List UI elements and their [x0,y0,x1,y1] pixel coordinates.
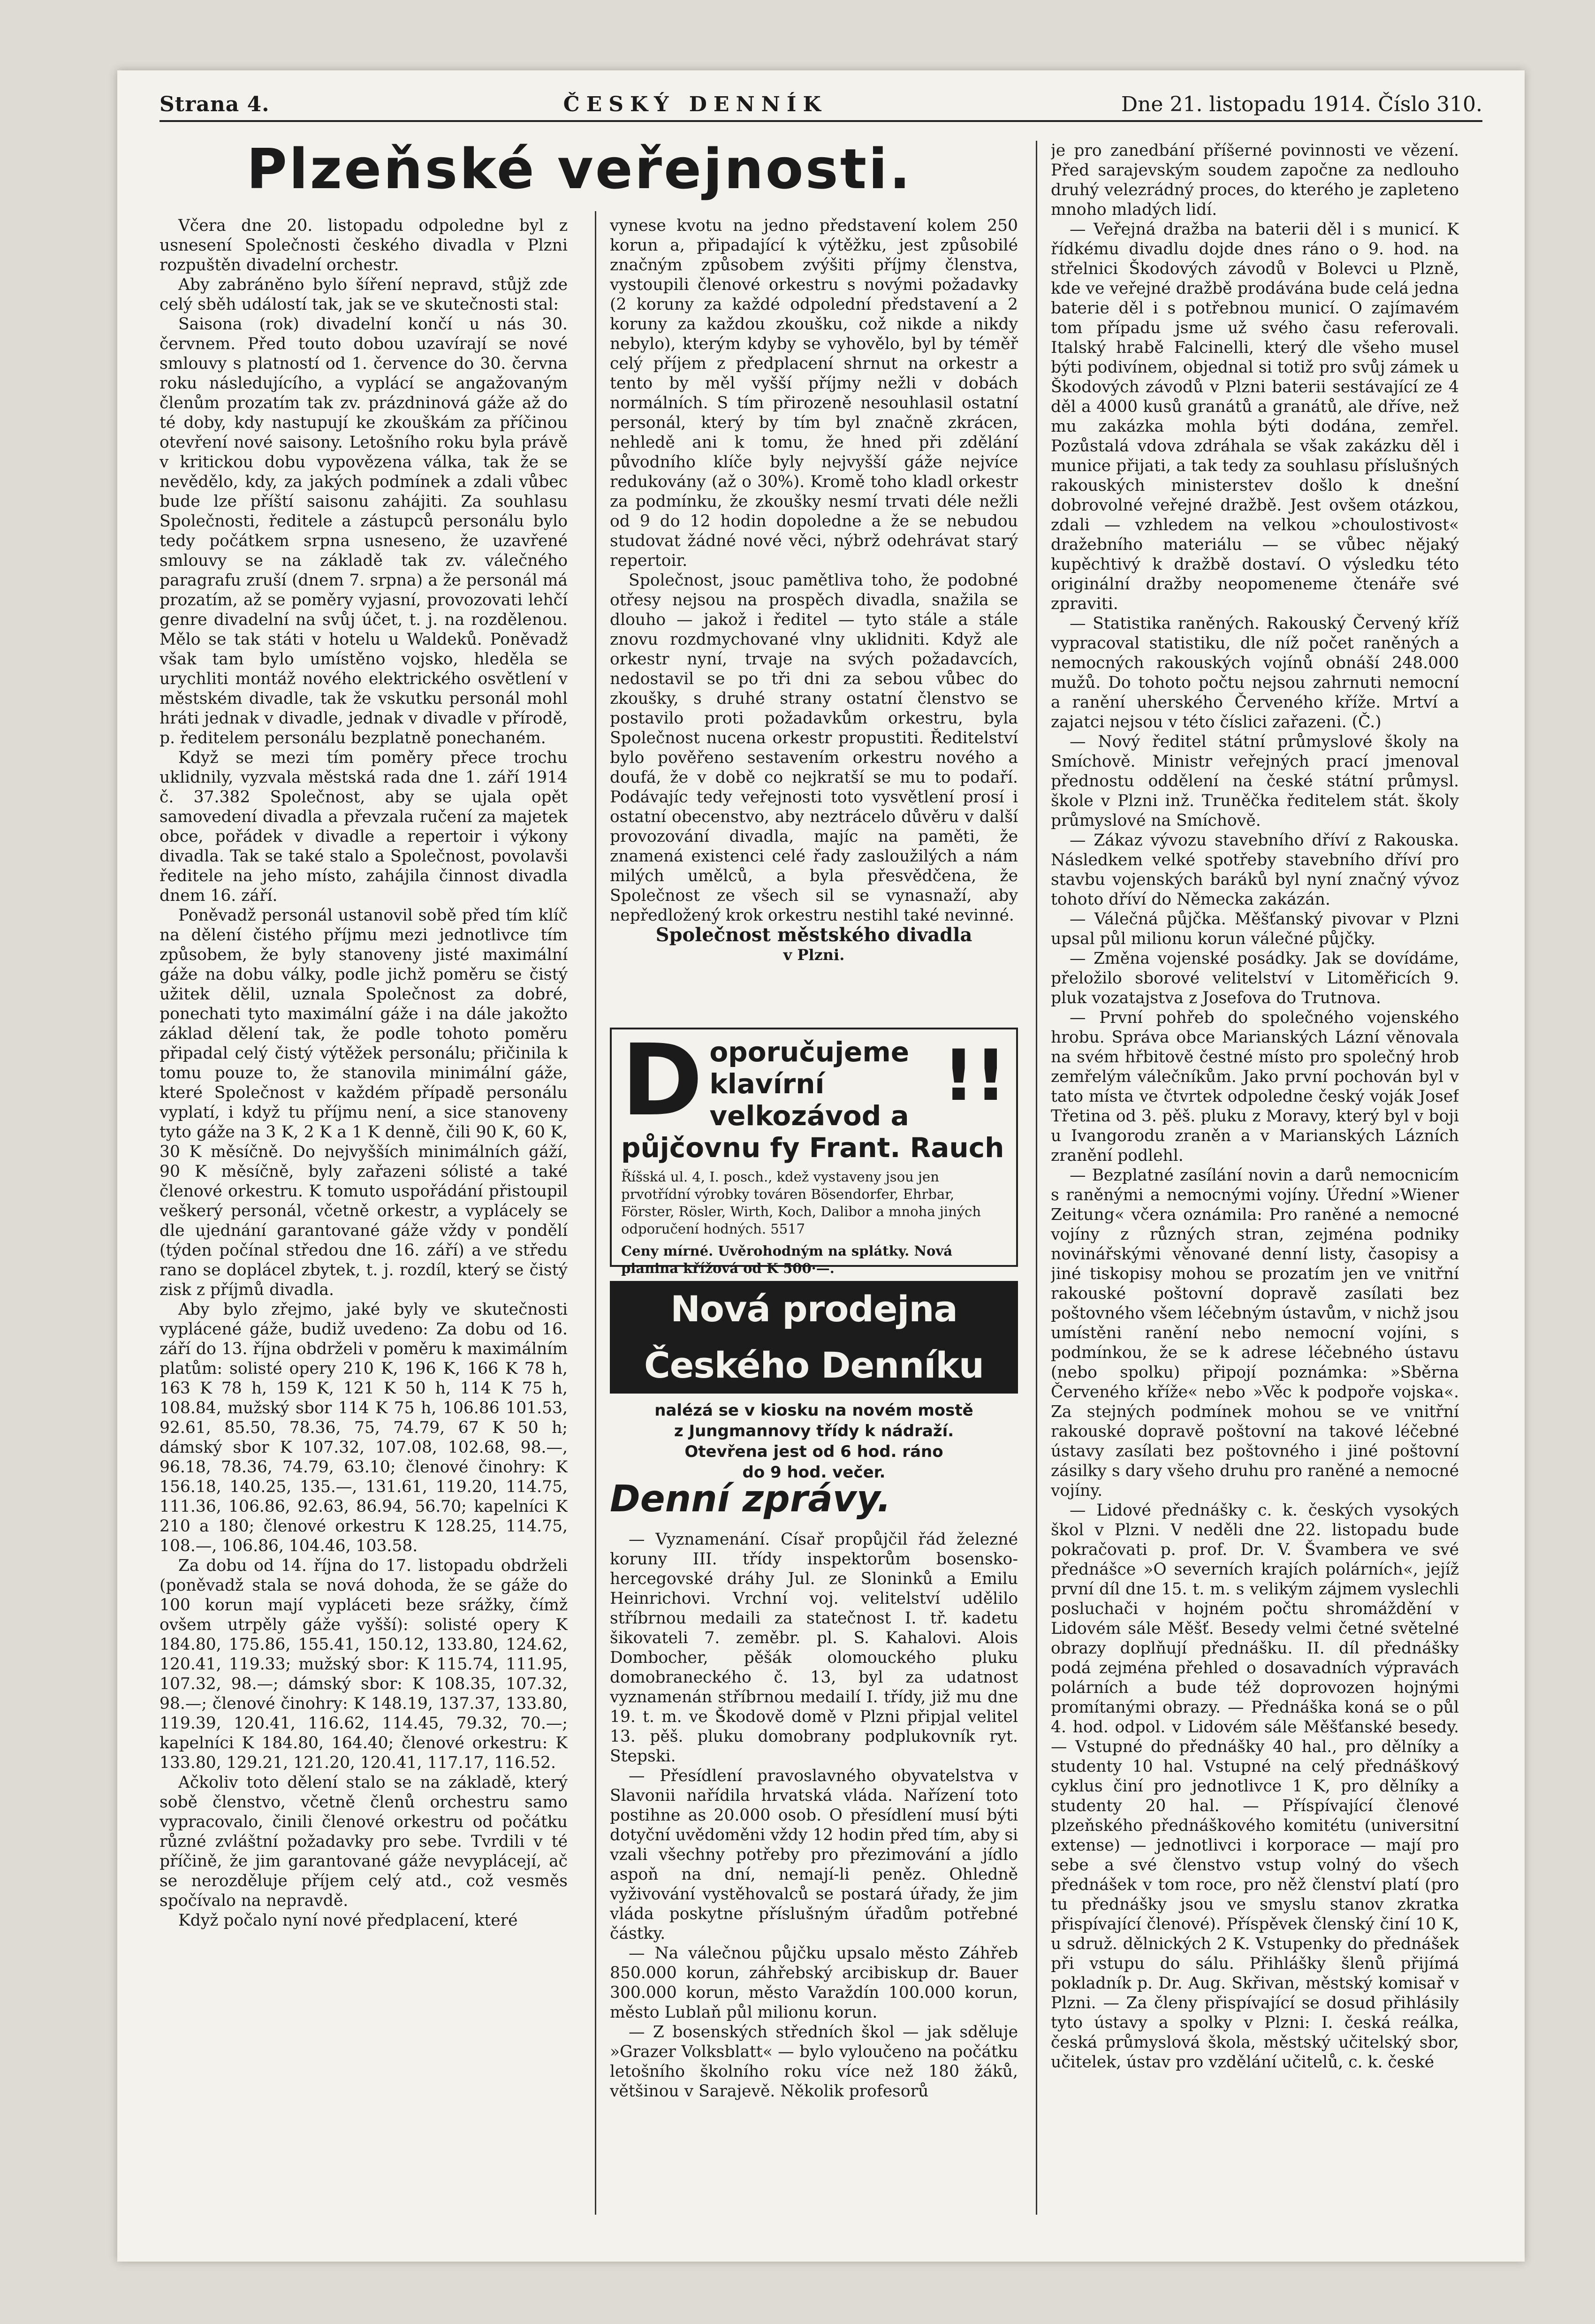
shop-ad-line: z Jungmannovy třídy k nádraží. [674,1422,954,1440]
column-2-top [610,216,1018,1013]
column-rule [595,211,596,2215]
news-item: — Statistika raněných. Rakouský Červený kříž vypracoval statistiku, dle níž počet raněných a nemocných rakouských vojínů obnáší 248.000 mužů. Do tohoto počtu nejsou zahrnuti nemocní a ranění uherského Červeného kříže. Mrtví a zajatci nejsou v této číslici zařazeni. (Č.) [1051,614,1459,731]
news-item: — Vyznamenání. Císař propůjčil řád železné koruny III. třídy inspektorům bosensko-hercegovské dráhy Jul. ze Sloninků a Emilu Heinrichovi. Vrchní voj. velitelství udělilo stříbrnou medaili za statečnost I. tř. kadetu šikovateli 7. zeměbr. pl. S. Kahalovi. Alois Dombocher, pěšák olomouckého pluku domobraneckého č. 13, byl za udatnost vyznamenán stříbrnou medailí I. třídy, již mu dne 19. t. m. ve Škodově domě v Plzni připjal velitel 13. pěš. pluku domobrany podplukovník ryt. Stepski. [610,1530,1018,1766]
shop-ad-title: Nová prodejna Českého Denníku [610,1281,1018,1394]
column-3 [1051,141,1459,2215]
signature-line: Společnost městského divadla [655,924,972,946]
news-item: — Bezplatné zasílání novin a darů nemocnicím s raněnými a nemocnými vojíny. Úřední »Wiener Zeitung« včera oznámila: Pro raněné a nemocné vojíny z různých stran, zejména podniky novinářskými věnované denní listy, časopisy a jiné tiskopisy mohou se prozatím jen ve vnitřní rakouské poštovní dopravě zasílati bez poštovného všem léčebným ústavům, v nichž jsou umístěni ranění nebo nemocní vojíni, s podmínkou, že se k adrese léčebného ústavu (nebo spolku) připojí poznámka: »Sběrna Červeného kříže« nebo »Věc k podpoře vojska«. Za stejných podmínek mohou se ve vnitřní rakouské dopravě poštovní na takové léčebné ústavy zasílati bez poštovného i jiné poštovní zásilky s dary všeho druhu pro raněné a nemocné vojíny. [1051,1166,1459,1500]
news-item: — Veřejná dražba na baterii děl i s municí. K řídkému divadlu dojde dnes ráno o 9. hod. na střelnici Škodových závodů v Bolevci u Plzně, kde ve veřejné dražbě prodávána bude celá jedna baterie děl i s potřebnou municí. O zajímavém tom případu jsme už svého času referovali. Italský hrabě Falcinelli, který dle všeho musel býti podivínem, objednal si totiž pro svůj zámek u Škodových závodů v Plzni baterii sestávající ze 4 děl a 4000 kusů granátů a granátů, ale dříve, než mu zakázka mohla býti dodána, zemřel. Pozůstalá vdova zdráhala se však zakázku děl i munice přijati, a tak tedy za souhlasu příslušných rakouských ministerstev došlo k dnešní dobrovolné veřejné dražbě. Jest ovšem otázkou, zdali — vzhledem na velkou »choulostivost« dražebního materiálu — se vůbec nějaký kupěchtivý k dražbě dostaví. O výsledku této originální dražby neopomeneme čtenáře své zpraviti. [1051,220,1459,613]
shop-advertisement [610,1281,1018,1482]
page-header [160,80,1482,122]
newspaper-title: ČESKÝ DENNÍK [563,92,828,116]
ad-initial: D [621,1023,703,1138]
paragraph: Aby zabráněno bylo šíření nepravd, stůjž zde celý sběh událostí tak, jak se ve skutečnosti stal: [160,275,568,314]
column-rule [1036,141,1037,2215]
paragraph: Když počalo nyní nové předplacení, které [178,1911,518,1930]
signature-place: v Plzni. [783,946,845,964]
paragraph: Za dobu od 14. října do 17. listopadu obdrželi (poněvadž stala se nová dohoda, že se gáže do 100 korun mají vypláceti beze srážky, čímž ovšem utrpěly gáže vyšší): solisté opery K 184.80, 175.86, 155.41, 150.12, 133.80, 124.62, 120.41, 119.33; mužský sbor: K 115.74, 111.95, 107.32, 98.—; dámský sbor: K 108.35, 107.32, 98.—; členové činohry: K 148.19, 137.37, 133.80, 119.39, 120.41, 116.62, 114.45, 79.32, 70.—; kapelníci K 184.80, 164.40; členové orkestru: K 133.80, 129.21, 121.20, 120.41, 117.17, 116.52. [160,1556,568,1772]
news-item: — Přesídlení pravoslavného obyvatelstva v Slavonii nařídila hrvatská vláda. Nařízení toto postihne as 20.000 osob. O přesídlení musí býti dotyční uvědoměni vždy 12 hodin před tím, aby si vzali všechny potřeby pro přezimování a jídlo aspoň na dní, nemají-li peněz. Ohledně vyživování vystěhovalců se postará úřady, že jim vláda poskytne příslušným úřadům potřebné částky. [610,1767,1018,1943]
exclamation-marks: !! [942,1035,1007,1117]
paragraph: Poněvadž personál ustanovil sobě před tím klíč na dělení čistého příjmu mezi jednotlivce tím způsobem, že byly stanoveny jisté maximální gáže na dobu války, podle jichž poměru se čistý užitek dělil, uznala Společnost za dobré, ponechati tyto maximální gáže i na dále jakožto základ dělení tak, že podle tohoto poměru připadal celý čistý výtěžek personálu; přičinila k tomu pouze to, že stanovila minimální gáže, které Společnost v každém případě personálu vyplatí, i když tu příjmu není, a sice stanoveny tyto gáže na 3 K, 2 K a 1 K denně, čili 90 K, 60 K, 30 K měsíčně. Do nejvyšších minimálních gáží, 90 K měsíčně, byly zařazeni sólisté a také členové orkestru. K tomuto uspořádání přistoupil veškerý personál, včetně orkestr, a vyplácely se dle ujednání garantované gáže vždy v pondělí (týden počínal středou dne 16. září) a ve středu rano se doplácel zbytek, t. j. rozdíl, který se čistý zisk z příjmů divadla. [160,906,568,1299]
section-heading: Denní zprávy. [610,1478,891,1520]
news-item: — První pohřeb do společného vojenského hrobu. Správa obce Marianských Lázní věnovala na svém hřbitově čestné místo pro společný hrob zemřelým válečníkům. Jako první pochován byl v tato místa ve čtvrtek odpoledne český voják Josef Třetina od 3. pěš. pluku z Moravy, který byl v boji u Ivangorodu zraněn a v Marianských Lázních zranění podlehl. [1051,1008,1459,1165]
paragraph: Saisona (rok) divadelní končí u nás 30. červnem. Před touto dobou uzavírají se nové smlouvy s platností od 1. července do 30. června roku následujícího, a vyplácí se angažovaným členům prozatím tak zv. prázdninová gáže až do té doby, kdy nastupují ke zkouškám za příčinou otevření nové saisony. Letošního roku byla právě v kritickou dobu vypovězena válka, tak že se nevědělo, kdy, za jakých podmínek a zdali vůbec bude lze příští saisonu zahájiti. Za souhlasu Společnosti, ředitele a zástupců personálu bylo tedy počátkem srpna usneseno, že uzavřené smlouvy se na základě tak zv. válečného paragrafu zruší (dnem 7. srpna) a že personál má prozatím, až se poměry vyjasní, provozovati lehčí genre divadelní na svůj účet, t. j. na rozdělenou. Mělo se tak státi v hotelu u Waldeků. Poněvadž však tam bylo umístěno vojsko, hleděla se urychliti montáž nového elektrického osvětlení v městském divadle, tak že vskutku personál mohl hráti jednak v divadle, jednak v divadle v přírodě, p. ředitelem personálu bezplatně ponechaném. [160,315,568,747]
news-item: — Lidové přednášky c. k. českých vysokých škol v Plzni. V neděli dne 22. listopadu bude pokračovati p. prof. Dr. V. Švambera ve své přednášce »O severních krajích polárních«, jejíž první díl dne 15. t. m. s velikým zájmem vyslechli posluchači v hojném počtu shromáždění v Lidovém sále Měšť. Besedy velmi četné světelné obrazy doplňují přednášku. II. díl přednášky podá zejména přehled o dosavadních výpravách polárních a bude též doprovozen hojnými promítanými obrazy. — Přednáška koná se o půl 4. hod. odpol. v Lidovém sále Měšťanské besedy. — Vstupné do přednášky 40 hal., pro dělníky a studenty 10 hal. Vstupné na celý přednáškový cyklus činí pro jednotlivce 1 K, pro dělníky a studenty 20 hal. — Příspívající členové plzeňského přednáškového komitétu (universitní extense) — jednotlivci i korporace — mají pro sebe a své členstvo vstup volný do všech přednášek v tom roce, pro něž členství platí (pro tu přednášky jsou ve smyslu stanov zkratka přispívající členové). Příspěvek členský činí 10 K, u sdruž. dělnických 2 K. Vstupenky do přednášek při vstupu do sálu. Přihlášky šlenů přijímá pokladník p. Dr. Aug. Skřivan, městský komisař v Plzni. — Za členy přispívající se dosud přihlásily tyto ústavy a spolky v Plzni: I. česká reálka, česká průmyslová škola, městský učitelský sbor, učitelek, ústav pro vzdělání učitelů, c. k. české [1051,1501,1459,2072]
shop-ad-line: do 9 hod. večer. [742,1463,886,1482]
paragraph: Včera dne 20. listopadu odpoledne byl z usnesení Společnosti českého divadla v Plzni rozpuštěn divadelní orchestr. [160,216,568,274]
shop-ad-line: Otevřena jest od 6 hod. ráno [684,1442,943,1461]
column-2-bottom [610,1530,1018,2205]
page-number: Strana 4. [160,92,270,116]
paragraph: Když se mezi tím poměry přece trochu uklidnily, vyzvala městská rada dne 1. září 1914 č. 37.382 Společnost, aby se ujala opět samovedení divadla a převzala ručení za majetek obce, pořádek v divadle a repertoir i výkony divadla. Tak se také stalo a Společnost, povolavši ředitele na jeho místo, zahájila činnost divadla dnem 16. září. [160,748,568,905]
piano-advertisement [610,1023,1018,1276]
news-item: — Změna vojenské posádky. Jak se dovídáme, přeložilo sborové velitelství v Litoměřicích 9. pluk vozatajstva z Josefova do Trutnova. [1051,949,1459,1007]
paragraph: vynese kvotu na jedno představení kolem 250 korun a, připadající k výtěžku, jest způsobilé značným způsobem zvýšiti příjmy členstva, vystoupili členové orkestru s novými požadavky (2 koruny za každé odpolední představení a 2 koruny za každou zkoušku, což nikde a nikdy nebylo), kterým kdyby se vyhovělo, byl by téměř celý příjem z předplacení shrnut na orkestr a tento by měl vyšší příjmy nežli v dobách normálních. S tím přirozeně nesouhlasil ostatní personál, který by tím byl značně zkrácen, nehledě ani k tomu, že hned při zdělání původního klíče byly nejvyšší gáže nejvíce redukovány (až o 30%). Kromě toho kladl orkestr za podmínku, že zkoušky nesmí trvati déle nežli od 9 do 12 hodin dopoledne a že se nebudou studovat žádné nové věci, nýbrž odehrávat starý repertoir. [610,216,1018,570]
ad-prices: Ceny mírné. Uvěrohodným na splátky. Nová pianina křížová od K 500·—. [621,1243,952,1276]
news-item: je pro zanedbání příšerné povinnosti ve vězení. Před sarajevským soudem započne za nedlouho druhý velezrádný proces, do kterého je zapleteno mnoho mladých lidí. [1051,141,1459,219]
newspaper-page [117,70,1525,2262]
news-item: — Na válečnou půjčku upsalo město Záhřeb 850.000 korun, záhřebský arcibiskup dr. Bauer 300.000 korun, město Varaždín 100.000 korun, město Lublaň půl milionu korun. [610,1944,1018,2022]
issue-date: Dne 21. listopadu 1914. Číslo 310. [1121,92,1482,116]
paragraph: Ačkoliv toto dělení stalo se na základě, který sobě členstvo, včetně členů orchestru samo vypracovalo, činili členové orkestru od počátku různé zvláštní požadavky pro sebe. Tvrdili v té příčině, že jim garantované gáže nevyplácejí, ač se nerozděluje příjem celý atd., což vesměs spočívalo na nepravdě. [160,1773,568,1910]
news-item: — Nový ředitel státní průmyslové školy na Smíchově. Ministr veřejných prací jmenoval přednostu oddělení na české státní průmysl. škole v Plzni inž. Truněčka ředitelem stát. školy průmyslové na Smíchově. [1051,732,1459,830]
ad-heading: oporučujeme klavírní velkozávod a půjčovnu fy Frant. Rauch [621,1036,1004,1164]
column-1 [160,216,568,2201]
article-headline: Plzeňské veřejnosti. [246,137,912,201]
shop-ad-line: nalézá se v kiosku na novém mostě [654,1401,973,1420]
paragraph: Společnost, jsouc pamětliva toho, že podobné otřesy nejsou na prospěch divadla, snažila se dlouho — jakož i ředitel — tyto stále a stále znovu rozdmychované vlny uklidniti. Když ale orkestr nyní, trvaje na svých požadavcích, nedostavil se po tři dni za sebou vůbec do zkoušky, s druhé strany ostatní členstvo se postavilo proti požadavkům orkestru, byla Společnost nucena orkestr propustiti. Ředitelství bylo pověřeno sestavením orkestru nového a doufá, že v době co nejkratší se mu to podaří. Podávajíc tedy veřejnosti toto vysvětlení prosí i ostatní obecenstvo, aby neztrácelo důvěru v další provozování divadla, majíc na paměti, že znamená existenci celé řady zasloužilých a nám milých umělců, a byla přesvědčena, že Společnost ze všech sil se vynasnaží, aby nepředložený krok orkestru nestihl také nevinné. [610,571,1018,925]
ad-address: Říšská ul. 4, I. posch., kdež vystaveny jsou jen prvotřídní výrobky továren Bösendorfer, Ehrbar, Förster, Rösler, Wirth, Koch, Dalibor a mnoha jiných odporučení hodných. 5517 [621,1169,981,1237]
news-item: — Zákaz vývozu stavebního dříví z Rakouska. Následkem velké spotřeby stavebního dříví pro stavbu vojenských baráků byl nyní značný vývoz tohoto dříví do Německa zakázán. [1051,831,1459,909]
paragraph: Aby bylo zřejmo, jaké byly ve skutečnosti vyplácené gáže, budiž uvedeno: Za dobu od 16. září do 13. října obdrželi v poměru k maximálním platům: solisté opery 210 K, 196 K, 166 K 78 h, 163 K 78 h, 159 K, 121 K 50 h, 114 K 75 h, 108.84, mužský sbor 114 K 75 h, 106.86 101.53, 92.61, 85.50, 78.36, 75, 74.79, 67 K 50 h; dámský sbor K 107.32, 107.08, 102.68, 98.—, 96.18, 78.36, 74.79, 63.10; členové činohry: K 156.18, 140.25, 135.—, 131.61, 119.20, 114.75, 111.36, 106.86, 92.63, 86.94, 56.70; kapelníci K 210 a 180; členové orkestru K 128.25, 114.75, 108.—, 106.86, 104.46, 103.58. [160,1300,568,1555]
news-item: — Válečná půjčka. Měšťanský pivovar v Plzni upsal půl milionu korun válečné půjčky. [1051,910,1459,948]
news-item: — Z bosenských středních škol — jak sděluje »Grazer Volksblatt« — bylo vyloučeno na počátku letošního školního roku více než 180 žáků, většinou v Sarajevě. Několik profesorů [610,2023,1018,2101]
